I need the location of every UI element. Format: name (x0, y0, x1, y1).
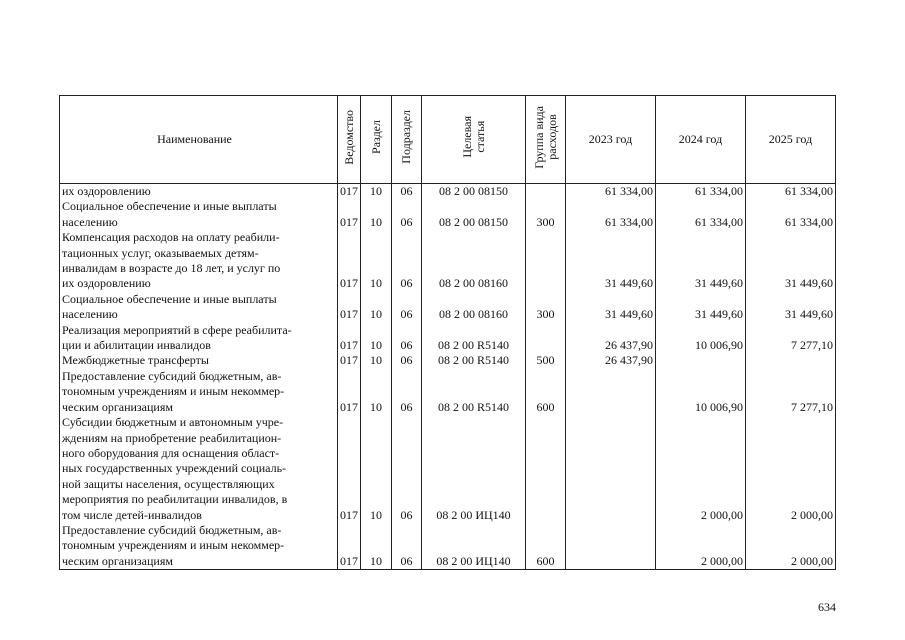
cell-2025: 7 277,10 (746, 323, 836, 354)
header-name-label: Наименование (157, 131, 232, 146)
cell-2023: 61 334,00 (566, 199, 656, 230)
name-line: Субсидии бюджетным и автономным учре- (62, 415, 284, 430)
cell-2024: 61 334,00 (656, 184, 746, 200)
cell-razdel: 10 (361, 369, 392, 415)
name-line: населению (62, 307, 118, 322)
table-row (60, 369, 836, 415)
header-target (422, 96, 526, 184)
table-row (60, 323, 836, 354)
name-line: Компенсация расходов на оплату реабили- (62, 230, 280, 245)
cell-target: 08 2 00 R5140 (422, 369, 526, 415)
cell-group: 600 (526, 369, 566, 415)
header-target-line2: статья (472, 121, 487, 154)
cell-target: 08 2 00 08160 (422, 292, 526, 323)
table-row (60, 523, 836, 570)
name-line: ждениям на приобретение реабилитацион- (62, 430, 282, 445)
cell-group: 500 (526, 353, 566, 368)
cell-2023 (566, 523, 656, 570)
cell-name (60, 323, 338, 354)
header-target-label (461, 116, 487, 158)
cell-group: 300 (526, 199, 566, 230)
cell-name (60, 369, 338, 415)
header-group-line1: Группа вида (531, 105, 546, 169)
cell-2024: 61 334,00 (656, 199, 746, 230)
table-row (60, 415, 836, 523)
name-line: ческим организациям (62, 553, 173, 568)
name-line: том числе детей-инвалидов (62, 507, 202, 522)
cell-2025: 2 000,00 (746, 415, 836, 523)
cell-2025: 31 449,60 (746, 230, 836, 292)
header-2025 (746, 96, 836, 184)
table-row (60, 199, 836, 230)
name-line: ческим организациям (62, 399, 173, 414)
cell-razdel: 10 (361, 523, 392, 570)
cell-2024 (656, 353, 746, 368)
cell-podrazdel: 06 (392, 184, 422, 200)
name-line: тономным учреждениям и иным некоммер- (62, 384, 285, 399)
name-line: их оздоровлению (62, 184, 151, 198)
cell-vedomstvo: 017 (338, 369, 361, 415)
name-line: Предоставление субсидий бюджетным, ав- (62, 522, 282, 537)
header-group-line2: расходов (544, 114, 559, 161)
cell-podrazdel: 06 (392, 199, 422, 230)
name-line: Предоставление субсидий бюджетным, ав- (62, 368, 282, 383)
cell-group: 600 (526, 523, 566, 570)
cell-name (60, 523, 338, 570)
header-2025-label: 2025 год (768, 131, 813, 146)
name-line: инвалидам в возрасте до 18 лет, и услуг по (62, 261, 281, 276)
cell-vedomstvo: 017 (338, 523, 361, 570)
cell-2023: 31 449,60 (566, 230, 656, 292)
cell-2023: 31 449,60 (566, 292, 656, 323)
cell-2023: 26 437,90 (566, 353, 656, 368)
cell-2025: 2 000,00 (746, 523, 836, 570)
name-line: Социальное обеспечение и иные выплаты (62, 199, 277, 214)
cell-group (526, 415, 566, 523)
cell-2025: 61 334,00 (746, 184, 836, 200)
cell-podrazdel: 06 (392, 292, 422, 323)
cell-2024: 2 000,00 (656, 523, 746, 570)
cell-razdel: 10 (361, 353, 392, 368)
cell-razdel: 10 (361, 415, 392, 523)
header-2023-label: 2023 год (588, 131, 633, 146)
cell-target: 08 2 00 ИЦ140 (422, 415, 526, 523)
cell-group (526, 230, 566, 292)
cell-name (60, 199, 338, 230)
cell-name (60, 184, 338, 200)
cell-2025: 7 277,10 (746, 369, 836, 415)
cell-razdel: 10 (361, 184, 392, 200)
cell-razdel: 10 (361, 323, 392, 354)
cell-2024: 2 000,00 (656, 415, 746, 523)
cell-target: 08 2 00 R5140 (422, 323, 526, 354)
header-vedomstvo (338, 96, 361, 184)
cell-vedomstvo: 017 (338, 184, 361, 200)
header-2023 (566, 96, 656, 184)
table-row (60, 292, 836, 323)
cell-name (60, 292, 338, 323)
cell-razdel: 10 (361, 230, 392, 292)
name-line: их оздоровлению (62, 276, 151, 291)
cell-target: 08 2 00 ИЦ140 (422, 523, 526, 570)
cell-vedomstvo: 017 (338, 199, 361, 230)
cell-target: 08 2 00 08150 (422, 184, 526, 200)
cell-group: 300 (526, 292, 566, 323)
cell-podrazdel: 06 (392, 523, 422, 570)
name-line: населению (62, 214, 118, 229)
header-razdel (361, 96, 392, 184)
header-group-label (533, 106, 559, 169)
cell-razdel: 10 (361, 199, 392, 230)
table-row (60, 230, 836, 292)
header-name (60, 96, 338, 184)
cell-podrazdel: 06 (392, 369, 422, 415)
header-2024-label: 2024 год (678, 131, 723, 146)
cell-2023 (566, 415, 656, 523)
cell-2023: 26 437,90 (566, 323, 656, 354)
header-target-line1: Целевая (459, 116, 474, 159)
cell-target: 08 2 00 08150 (422, 199, 526, 230)
cell-2024: 10 006,90 (656, 323, 746, 354)
cell-2024: 31 449,60 (656, 292, 746, 323)
header-row (60, 96, 836, 184)
cell-2024: 10 006,90 (656, 369, 746, 415)
cell-podrazdel: 06 (392, 415, 422, 523)
cell-podrazdel: 06 (392, 230, 422, 292)
cell-2024: 31 449,60 (656, 230, 746, 292)
header-podrazdel (392, 96, 422, 184)
cell-vedomstvo: 017 (338, 353, 361, 368)
page-number: 634 (818, 600, 836, 614)
cell-vedomstvo: 017 (338, 230, 361, 292)
name-line: мероприятия по реабилитации инвалидов, в (62, 492, 288, 507)
name-line: тационных услуг, оказываемых детям- (62, 245, 259, 260)
name-line: ных государственных учреждений социаль- (62, 461, 287, 476)
cell-target: 08 2 00 R5140 (422, 353, 526, 368)
cell-group (526, 184, 566, 200)
header-group (526, 96, 566, 184)
header-podrazdel-label: Подраздел (399, 110, 413, 165)
cell-target: 08 2 00 08160 (422, 230, 526, 292)
cell-2025: 61 334,00 (746, 199, 836, 230)
cell-name (60, 415, 338, 523)
budget-table (59, 95, 836, 570)
cell-name (60, 230, 338, 292)
name-line: ного оборудования для оснащения област- (62, 445, 280, 460)
name-line: ции и абилитации инвалидов (62, 338, 211, 353)
cell-2023 (566, 369, 656, 415)
header-razdel-label: Раздел (368, 120, 383, 155)
header-2024 (656, 96, 746, 184)
name-line: тономным учреждениям и иным некоммер- (62, 538, 285, 553)
cell-2025 (746, 353, 836, 368)
table-body (60, 184, 836, 570)
cell-vedomstvo: 017 (338, 292, 361, 323)
cell-group (526, 323, 566, 354)
name-line: ной защиты населения, осуществляющих (62, 476, 275, 491)
name-line: Реализация мероприятий в сфере реабилита- (62, 322, 292, 337)
table-row (60, 353, 836, 368)
table-row (60, 184, 836, 200)
name-line: Межбюджетные трансферты (62, 353, 209, 368)
cell-2025: 31 449,60 (746, 292, 836, 323)
cell-podrazdel: 06 (392, 323, 422, 354)
header-vedomstvo-label: Ведомство (341, 109, 356, 165)
cell-vedomstvo: 017 (338, 323, 361, 354)
cell-2023: 61 334,00 (566, 184, 656, 200)
cell-vedomstvo: 017 (338, 415, 361, 523)
cell-podrazdel: 06 (392, 353, 422, 368)
name-line: Социальное обеспечение и иные выплаты (62, 291, 277, 306)
cell-razdel: 10 (361, 292, 392, 323)
cell-name (60, 353, 338, 368)
